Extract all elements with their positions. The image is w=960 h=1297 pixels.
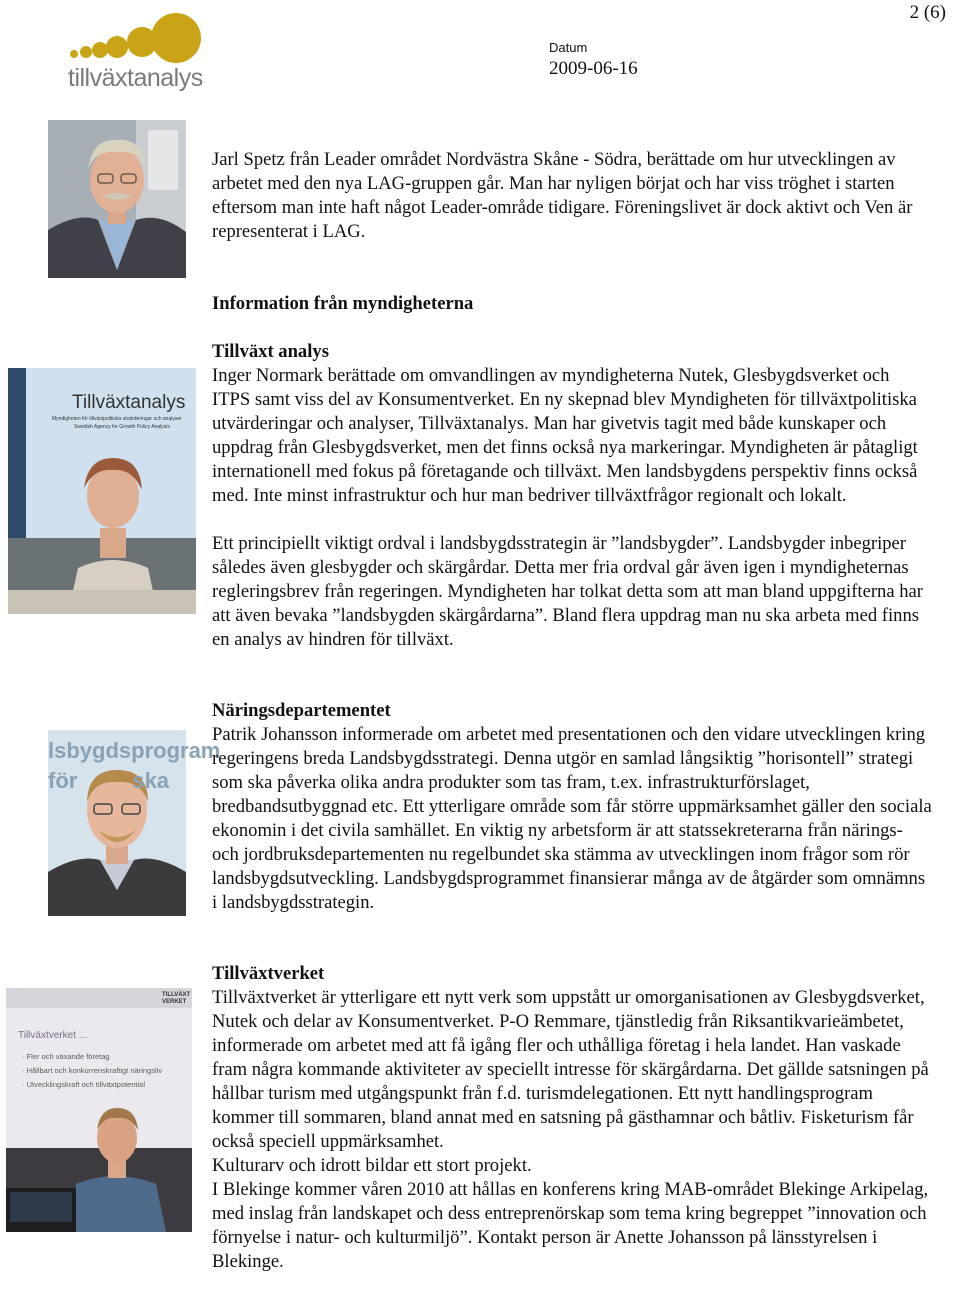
slide-subtitle-2: Swedish Agency for Growth Policy Analysis <box>74 424 170 430</box>
tillvaxtverket-heading: Tillväxtverket <box>212 963 325 984</box>
tillvaxtanalys-section <box>212 340 932 652</box>
tillvaxtverket-paragraph-2: Kulturarv och idrott bildar ett stort projekt. <box>212 1155 532 1176</box>
slide-text-line-2: för ska <box>48 768 170 793</box>
photo-inger-normark <box>8 368 196 614</box>
slide-logo-line-2: VERKET <box>162 999 187 1005</box>
page-number: 2 (6) <box>909 2 946 23</box>
photo-jarl-spetz <box>48 120 186 278</box>
naringsdepartementet-heading: Näringsdepartementet <box>212 700 391 721</box>
naringsdepartementet-section <box>212 699 932 915</box>
logo-text: tillväxtanalys <box>68 64 203 92</box>
slide-text-line-1: lsbygdsprogram <box>48 738 221 763</box>
date-label: Datum <box>549 40 588 55</box>
intro-section <box>212 148 932 244</box>
tillvaxtanalys-paragraph-1: Inger Normark berättade om omvandlingen av myndigheterna Nutek, Glesbygdsverket och ITPS samt viss del av Konsumentverket. En ny skepnad blev Myndigheten för tillväxtpolitiska utvärderingar och analyser, Tillväxtanalys. Man har givetvis tagit med både kunskaper och uppdrag från Glesbygdsverket, men det finns också nya markeringar. Myndigheten är påtagligt internationell med fokus på företagande och tillväxt. Men landsbygdens perspektiv finns också med. Inte minst infrastruktur och hur man bedriver tillväxtfrågor regionalt och lokalt. <box>212 365 918 506</box>
date-value: 2009-06-16 <box>549 58 638 79</box>
tillvaxtanalys-paragraph-2: Ett principiellt viktigt ordval i landsbygdsstrategin är ”landsbygder”. Landsbygder inbegriper således även glesbygder och skärgårdar. Detta mer fria ordval går även igen i myndigheternas regleringsbrev från regeringen. Myndigheten har tolkat detta som att man bland uppgifterna har att även bevaka ”landsbygden skärgårdarna”. Bland flera uppdrag man nu ska arbeta med finns en analys av hindren för tillväxt. <box>212 533 923 650</box>
slide-bullet: · Fler och växande företag <box>22 1052 110 1061</box>
tillvaxtverket-paragraph-3: I Blekinge kommer våren 2010 att hållas en konferens kring MAB-området Blekinge Arkipelag, med inslag från landskapet och dess entreprenörskap som tema kring begreppet ”innovation och förnyelse i natur- och kulturmiljö”. Kontakt person är Anette Johansson på länsstyrelsen i Blekinge. <box>212 1179 929 1272</box>
logo-dots-icon <box>62 14 212 66</box>
naringsdepartementet-paragraph: Patrik Johansson informerade om arbetet med presentationen och den vidare utvecklingen kring regeringens breda Landsbygdsstrategi. Denna utgör en samlad långsiktig ”horisontell” strategi som ska påverka olika andra produkter som tas fram, t.ex. infrastrukturförslaget, bredbandsutbyggnad etc. Ett ytterligare område som får större uppmärksamhet gäller den sociala ekonomin i det civila samhället. En viktig ny arbetsform är att statssekreterarna från närings- och jordbruksdepartementen nu regelbundet ska stämma av utvecklingen inom frågor som rör landsbygdsutveckling. Landsbygdsprogrammet finansierar många av de åtgärder som omnämns i landsbygdsstrategin. <box>212 724 932 913</box>
slide-title: Tillväxtverket ... <box>18 1030 88 1041</box>
photo-patrik-johansson <box>48 730 221 916</box>
tillvaxtverket-section <box>212 962 932 1274</box>
tillvaxtverket-paragraph-1: Tillväxtverket är ytterligare ett nytt verk som uppstått ur omorganisationen av Glesbygdsverket, Nutek och delar av Konsumentverket. P-O Remmare, tjänstledig från Riksantikvarieämbetet, informerade om arbetet med att få igång fler och uthålliga företag i hela landet. Han vaskade fram några kommande aktiviteter av speciellt intresse för skärgårdarna. Det gällde satsningen på hållbar turism med utgångspunkt från f.d. turismdelegationen. Ett nytt handlingsprogram kommer till sommaren, bland annat med en satsning på gästhamnar och båtliv. Fisketurism får också speciell uppmärksamhet. <box>212 987 929 1152</box>
tillvaxtanalys-logo <box>62 14 212 98</box>
intro-paragraph: Jarl Spetz från Leader området Nordvästra Skåne - Södra, berättade om hur utvecklingen av arbetet med den nya LAG-gruppen går. Man har nyligen börjat och har viss tröghet i starten eftersom man inte haft något Leader-område tidigare. Föreningslivet är dock aktivt och Ven är representerat i LAG. <box>212 149 913 242</box>
slide-subtitle-1: Myndigheten för tillväxtpolitiska utvärderingar och analyser <box>52 416 182 422</box>
slide-bullet-list <box>22 1050 192 1092</box>
slide-bullet: · Hållbart och konkurrenskraftigt näringsliv <box>22 1066 163 1075</box>
section-title: Information från myndigheterna <box>212 293 474 314</box>
slide-logo-line-1: TILLVÄXT <box>162 992 191 998</box>
slide-bullet: · Utvecklingskraft och tillväxtpotential <box>22 1080 145 1089</box>
slide-title: Tillväxtanalys <box>72 392 186 413</box>
photo-po-remmare <box>6 988 192 1232</box>
tillvaxtanalys-heading: Tillväxt analys <box>212 341 329 362</box>
